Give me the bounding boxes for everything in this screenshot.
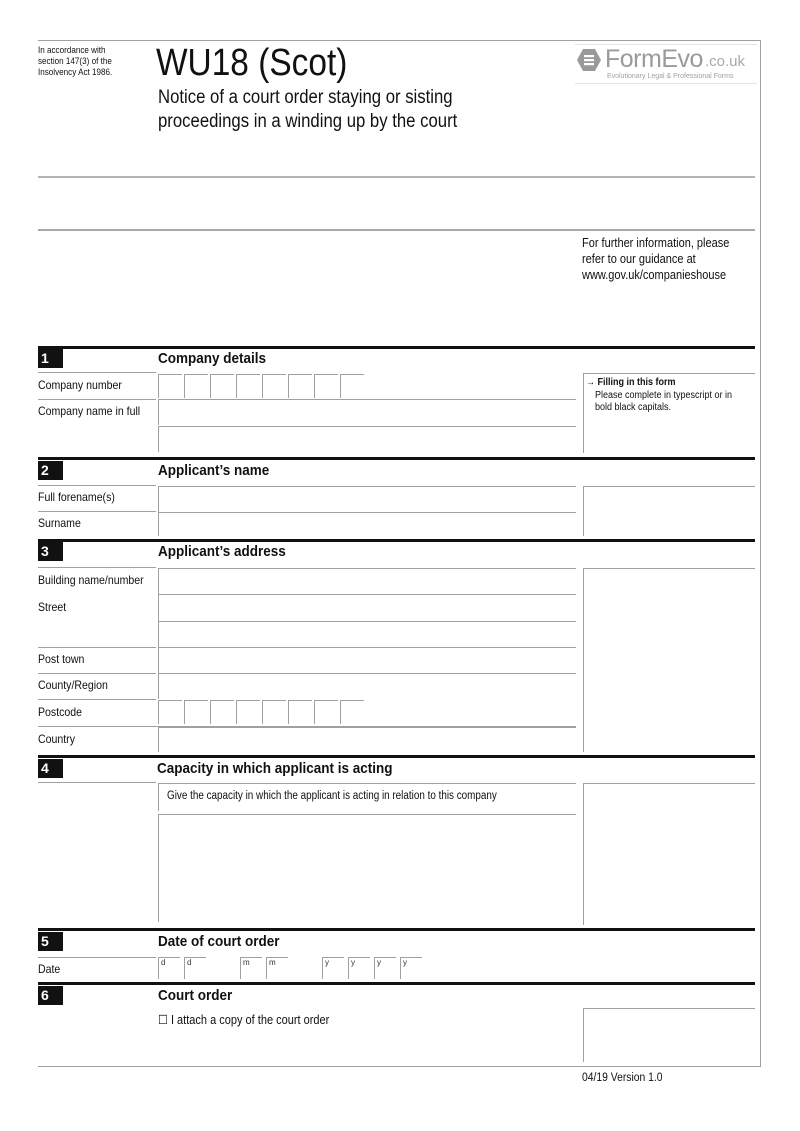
legal-note-line: Insolvency Act 1986. xyxy=(38,67,113,77)
forenames-input[interactable] xyxy=(158,486,576,512)
formevo-logo xyxy=(575,44,757,84)
comb-cell[interactable] xyxy=(340,374,364,398)
comb-cell[interactable] xyxy=(210,700,234,724)
section-number: 6 xyxy=(38,986,63,1005)
date-year-cell[interactable]: y xyxy=(374,957,396,979)
note-title: Filling in this form xyxy=(597,377,676,388)
form-title xyxy=(158,86,457,134)
forenames-label: Full forename(s) xyxy=(38,490,115,504)
company-number-label: Company number xyxy=(38,378,122,392)
guidance-line: www.gov.uk/companieshouse xyxy=(582,268,727,282)
form-code: WU18 (Scot) xyxy=(156,42,348,84)
side-note-box xyxy=(583,568,755,752)
note-text: Please complete in typescript or in xyxy=(595,390,733,401)
header-divider-2 xyxy=(38,229,755,231)
comb-cell[interactable] xyxy=(184,700,208,724)
section-underline xyxy=(38,485,156,486)
comb-cell[interactable] xyxy=(158,374,182,398)
surname-input[interactable] xyxy=(158,512,576,536)
date-year-cell[interactable]: y xyxy=(322,957,344,979)
company-name-label: Company name in full xyxy=(38,404,141,418)
section-number: 4 xyxy=(38,759,63,778)
date-year-cell[interactable]: y xyxy=(400,957,422,979)
version-label: 04/19 Version 1.0 xyxy=(582,1072,663,1084)
surname-label: Surname xyxy=(38,516,81,530)
page-top-border xyxy=(38,40,761,41)
county-label: County/Region xyxy=(38,678,108,692)
comb-cell[interactable] xyxy=(236,700,260,724)
section-number: 5 xyxy=(38,932,63,951)
section-title: Court order xyxy=(158,987,233,1004)
section-title: Applicant’s address xyxy=(158,543,286,560)
row-divider xyxy=(38,673,156,674)
guidance-text xyxy=(582,235,729,283)
comb-cell[interactable] xyxy=(314,374,338,398)
row-divider xyxy=(38,647,156,648)
comb-cell[interactable] xyxy=(158,700,182,724)
section-divider xyxy=(38,928,755,931)
section-divider xyxy=(38,346,755,349)
section-underline xyxy=(38,957,156,958)
legal-note-line: section 147(3) of the xyxy=(38,56,112,66)
side-note-box xyxy=(583,783,755,925)
logo-tagline: Evolutionary Legal & Professional Forms xyxy=(607,73,734,80)
side-note-box xyxy=(583,486,755,536)
country-label: Country xyxy=(38,732,75,746)
date-label: Date xyxy=(38,962,61,976)
comb-cell[interactable] xyxy=(288,374,312,398)
row-divider xyxy=(38,511,156,512)
section-divider xyxy=(38,755,755,758)
note-text: bold black capitals. xyxy=(595,402,672,413)
county-input[interactable] xyxy=(158,673,576,699)
section-number: 3 xyxy=(38,542,63,561)
building-label: Building name/number xyxy=(38,573,144,587)
date-year-cell[interactable]: y xyxy=(348,957,370,979)
comb-cell[interactable] xyxy=(210,374,234,398)
side-note-box xyxy=(583,1008,755,1062)
building-input[interactable] xyxy=(158,568,576,594)
postcode-label: Postcode xyxy=(38,705,83,719)
section-divider xyxy=(38,982,755,985)
row-divider xyxy=(38,399,156,400)
attach-court-order-checkbox[interactable] xyxy=(158,1012,329,1027)
legal-note xyxy=(38,45,112,78)
street-input-line-1[interactable] xyxy=(158,594,576,621)
comb-cell[interactable] xyxy=(236,374,260,398)
comb-cell[interactable] xyxy=(262,374,286,398)
arrow-right-icon: → xyxy=(586,377,595,388)
comb-cell[interactable] xyxy=(314,700,338,724)
legal-note-line: In accordance with xyxy=(38,45,106,55)
section-divider xyxy=(38,539,755,542)
section-underline xyxy=(38,372,156,373)
company-name-input-line-2[interactable] xyxy=(158,426,576,452)
filling-in-form-note xyxy=(583,373,755,453)
header-divider-1 xyxy=(38,176,755,178)
logo-suffix: .co.uk xyxy=(705,53,746,70)
post-town-input[interactable] xyxy=(158,647,576,673)
section-number: 2 xyxy=(38,461,63,480)
section-underline xyxy=(38,782,156,783)
section-title: Date of court order xyxy=(158,933,280,950)
comb-cell[interactable] xyxy=(262,700,286,724)
country-input[interactable] xyxy=(158,727,576,752)
logo-brand: FormEvo xyxy=(605,45,703,73)
form-title-line: Notice of a court order staying or sisting xyxy=(158,87,453,108)
date-day-cell[interactable]: d xyxy=(184,957,206,979)
company-name-input-line-1[interactable] xyxy=(158,399,576,425)
guidance-line: For further information, please xyxy=(582,236,730,250)
comb-cell[interactable] xyxy=(184,374,208,398)
comb-cell[interactable] xyxy=(340,700,364,724)
date-day-cell[interactable]: d xyxy=(158,957,180,979)
page-right-border xyxy=(760,40,761,1066)
section-title: Company details xyxy=(158,350,267,367)
section-title: Applicant’s name xyxy=(158,462,270,479)
formevo-hexagon-icon xyxy=(577,48,601,72)
capacity-instruction-box xyxy=(158,783,576,811)
comb-cell[interactable] xyxy=(288,700,312,724)
checkbox-icon[interactable]: ☐ xyxy=(158,1013,168,1027)
row-divider xyxy=(38,567,156,568)
form-title-line: proceedings in a winding up by the court xyxy=(158,111,458,132)
guidance-line: refer to our guidance at xyxy=(582,252,696,266)
date-month-cell[interactable]: m xyxy=(240,957,262,979)
page-bottom-border xyxy=(38,1066,761,1067)
post-town-label: Post town xyxy=(38,652,85,666)
section-title: Capacity in which applicant is acting xyxy=(157,760,393,777)
section-divider xyxy=(38,457,755,460)
street-label: Street xyxy=(38,600,67,614)
date-month-cell[interactable]: m xyxy=(266,957,288,979)
street-input-line-2[interactable] xyxy=(158,621,576,647)
capacity-textarea[interactable] xyxy=(158,814,576,922)
section-number: 1 xyxy=(38,349,63,368)
capacity-instruction: Give the capacity in which the applicant is acting in relation to this company xyxy=(167,790,497,802)
row-divider xyxy=(38,699,156,700)
checkbox-label: I attach a copy of the court order xyxy=(170,1013,330,1027)
